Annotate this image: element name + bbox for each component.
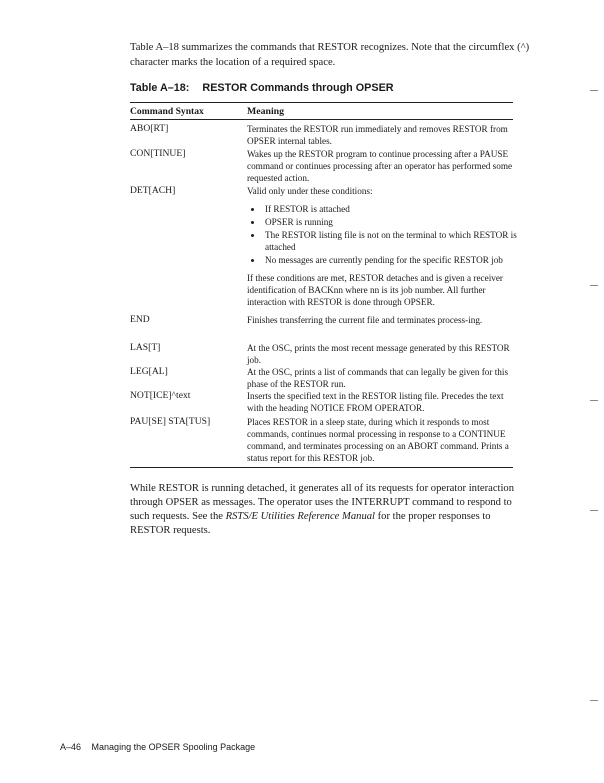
table-row-command: DET[ACH] [130,185,176,196]
table-row-command: LEG[AL] [130,366,168,377]
table-top-rule [130,102,513,103]
scan-mark [590,90,598,91]
page-number: A–46 [60,742,82,752]
closing-text-end: for the proper responses to RESTOR requests. [130,511,491,536]
table-row-meaning: Finishes transferring the current file and terminates process-ing. [247,315,483,325]
list-item: No messages are currently pending for the specific RESTOR job [247,254,517,266]
table-row-command: END [130,314,150,325]
scan-mark [590,285,598,286]
table-bottom-rule [130,467,513,468]
table-row-command: PAU[SE] STA[TUS] [130,416,211,427]
book-title: RSTS/E Utilities Reference Manual [225,511,375,522]
scan-mark [590,400,598,401]
intro-paragraph: Table A–18 summarizes the commands that RESTOR recognizes. Note that the circumflex (^) character marks the location of a required space. [130,42,530,68]
conditions-list [247,203,517,267]
table-row-meaning: At the OSC, prints a list of commands that can legally be given for this phase of the RESTOR run. [247,367,509,389]
list-item: If RESTOR is attached [247,203,517,215]
closing-text: While RESTOR is running detached, it generates all of its requests for operator interaction through OPSER as messages. The operator uses the INTERRUPT command to respond to such requests. See the [130,483,515,522]
header-rule [130,119,513,120]
table-row-command: NOT[ICE]^text [130,390,191,401]
table-title [130,82,394,94]
page-footer [60,742,255,752]
table-row-meaning: At the OSC, prints the most recent message generated by this RESTOR job. [247,343,510,365]
table-row-meaning: Valid only under these conditions: [247,186,373,196]
table-row-meaning: Places RESTOR in a sleep state, during which it responds to most commands, continues normal processing in response to a CONTINUE command, and terminates processing on an ABORT command. Prints a status report for this RESTOR job. [247,417,509,463]
scan-mark [590,510,598,511]
table-row-command: CON[TINUE] [130,148,186,159]
closing-paragraph [130,482,530,538]
table-row-meaning: Terminates the RESTOR run immediately and removes RESTOR from OPSER internal tables. [247,124,508,146]
scan-mark [590,700,598,701]
header-command-syntax: Command Syntax [130,106,204,117]
table-row-command: LAS[T] [130,342,161,353]
header-meaning: Meaning [247,106,285,117]
list-item: The RESTOR listing file is not on the terminal to which RESTOR is attached [247,229,517,253]
table-row-command: ABO[RT] [130,123,169,134]
table-number: Table A–18: [130,82,190,94]
table-row-meaning: Inserts the specified text in the RESTOR listing file. Precedes the text with the heading NOTICE FROM OPERATOR. [247,391,504,413]
list-item: OPSER is running [247,216,517,228]
detach-note: If these conditions are met, RESTOR detaches and is given a receiver identification of BACKnn where nn is its job number. All further interaction with RESTOR is done through OPSER. [247,273,503,307]
table-title-text: RESTOR Commands through OPSER [202,82,394,94]
footer-title: Managing the OPSER Spooling Package [91,742,256,752]
table-row-meaning: Wakes up the RESTOR program to continue processing after a PAUSE command or continues processing after an operator has performed some requested action. [247,149,513,183]
